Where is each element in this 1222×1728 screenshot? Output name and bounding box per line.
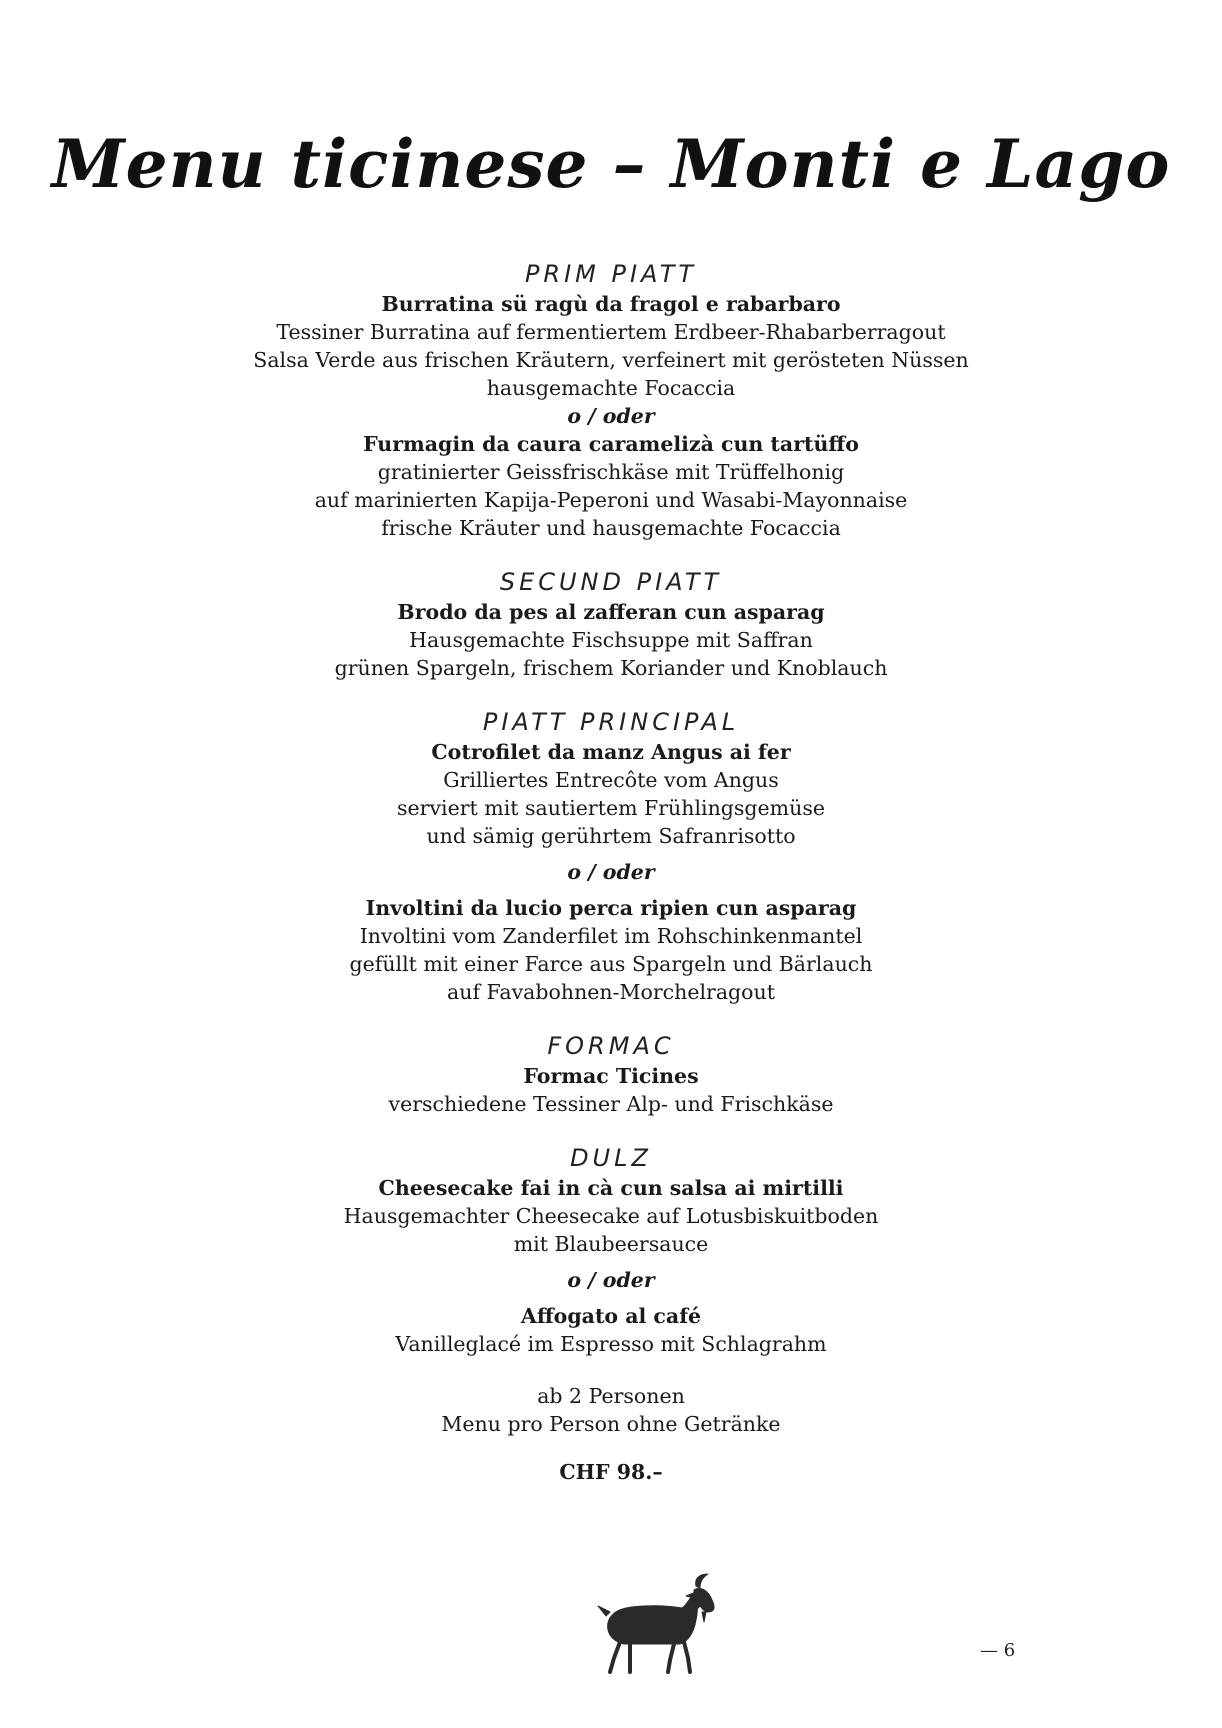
min-persons-note: ab 2 Personen [537,1384,685,1408]
goat-icon [590,1572,726,1678]
dish [0,1062,1222,1118]
dish [0,430,1222,542]
course-prim-piatt [0,258,1222,542]
dish [0,290,1222,402]
dish-name: Formac Ticines [523,1064,699,1088]
dish-name: Burratina sü ragù da fragol e rabarbaro [381,292,841,316]
dish-name: Furmagin da caura caramelizà cun tartüffo [363,432,859,456]
menu-price: CHF 98.– [559,1460,663,1484]
footer-note [0,1382,1222,1438]
dish-name: Brodo da pes al zafferan cun asparag [397,600,825,624]
dish [0,894,1222,1006]
dish-description: frische Kräuter und hausgemachte Focaccia [381,516,841,540]
dish-description: Hausgemachter Cheesecake auf Lotusbiskuitboden [343,1204,879,1228]
dish-description: Tessiner Burratina auf fermentiertem Erdbeer-Rhabarberragout [276,320,946,344]
or-separator: o / oder [567,860,655,884]
dish-description: auf marinierten Kapija-Peperoni und Wasabi-Mayonnaise [314,488,908,512]
page-number: — 6 [980,1640,1016,1661]
dish-description: verschiedene Tessiner Alp- und Frischkäse [388,1092,834,1116]
dish-description: auf Favabohnen-Morchelragout [447,980,775,1004]
price-note: Menu pro Person ohne Getränke [441,1412,781,1436]
course-title: PRIM PIATT [524,260,698,288]
dish-description: Hausgemachte Fischsuppe mit Saffran [409,628,813,652]
dish-description: hausgemachte Focaccia [486,376,736,400]
dish-name: Involtini da lucio perca ripien cun asparag [365,896,857,920]
dish [0,1302,1222,1358]
course-formac [0,1030,1222,1118]
or-separator: o / oder [567,1268,655,1292]
dish-description: gratinierter Geissfrischkäse mit Trüffelhonig [377,460,845,484]
dish-name: Affogato al café [520,1304,702,1328]
dish [0,598,1222,682]
course-secund-piatt [0,566,1222,682]
dish [0,1174,1222,1258]
dish-description: Grilliertes Entrecôte vom Angus [443,768,779,792]
or-separator: o / oder [567,404,655,428]
course-piatt-principal [0,706,1222,1006]
course-title: PIATT PRINCIPAL [482,708,740,736]
course-dulz [0,1142,1222,1358]
dish-description: Salsa Verde aus frischen Kräutern, verfeinert mit gerösteten Nüssen [253,348,969,372]
dish-name: Cheesecake fai in cà cun salsa ai mirtilli [378,1176,844,1200]
course-title: SECUND PIATT [499,568,723,596]
dish [0,738,1222,850]
menu [0,258,1222,1486]
dish-description: Vanilleglacé im Espresso mit Schlagrahm [395,1332,827,1356]
dish-description: gefüllt mit einer Farce aus Spargeln und Bärlauch [349,952,873,976]
dish-description: und sämig gerührtem Safranrisotto [426,824,796,848]
dish-name: Cotrofilet da manz Angus ai fer [431,740,791,764]
page-title: Menu ticinese – Monti e Lago [51,125,1171,203]
dish-description: grünen Spargeln, frischem Koriander und Knoblauch [334,656,888,680]
course-title: FORMAC [547,1032,675,1060]
dish-description: Involtini vom Zanderfilet im Rohschinkenmantel [359,924,863,948]
dish-description: serviert mit sautiertem Frühlingsgemüse [397,796,825,820]
dish-description: mit Blaubeersauce [513,1232,709,1256]
course-title: DULZ [570,1144,652,1172]
